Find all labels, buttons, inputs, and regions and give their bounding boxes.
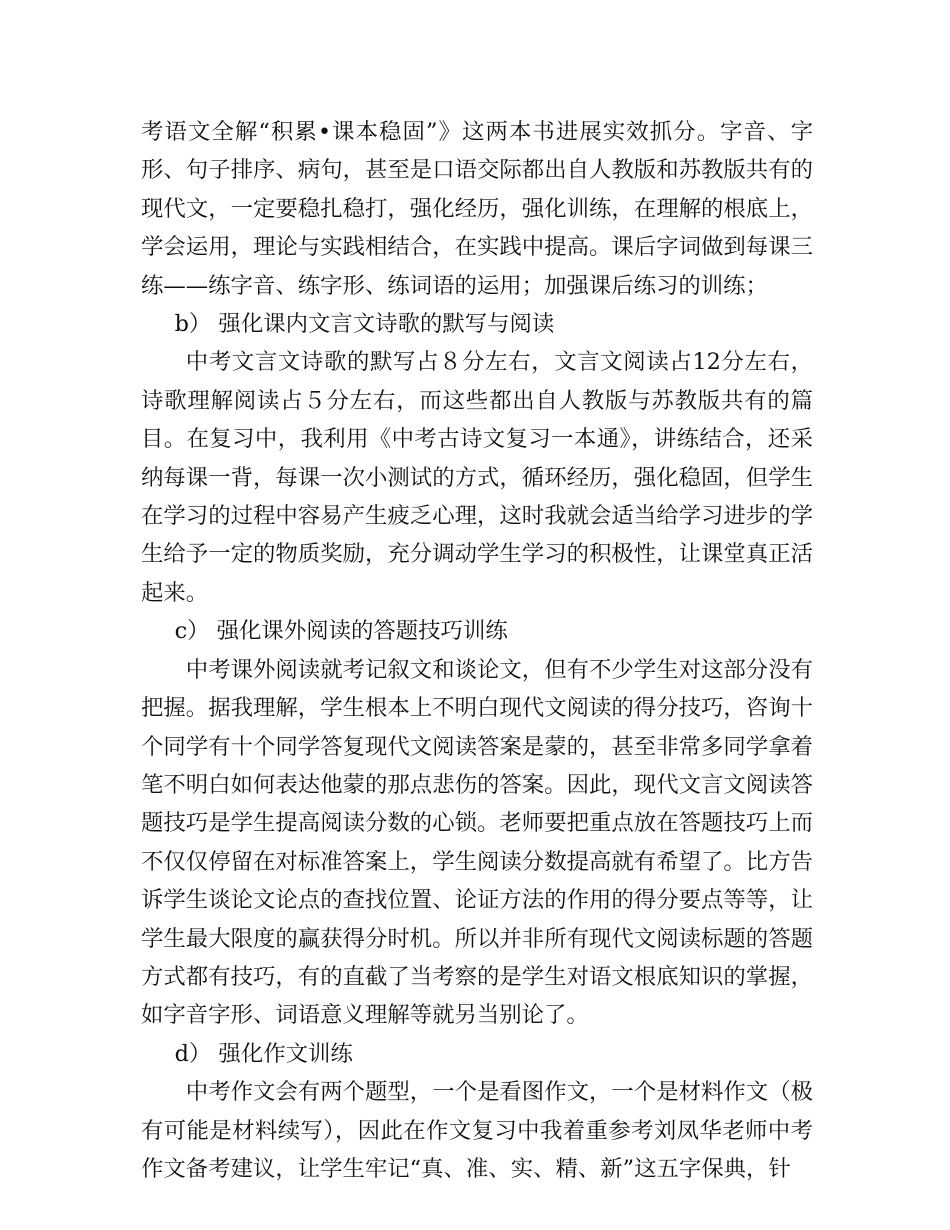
section-heading-c: c） 强化课外阅读的答题技巧训练 — [174, 618, 508, 645]
paragraph-section-d: 中考作文会有两个题型，一个是看图作文，一个是材料作文（极有可能是材料续写），因此在作文复习中我着重参考刘凤华老师中考作文备考建议，让学生牢记“真、准、实、精、新”这五字保典，针 — [141, 1079, 813, 1182]
paragraph-intro-continued: 考语文全解“积累•课本稳固”》这两本书进展实效抓分。字音、字形、句子排序、病句，甚至是口语交际都出自人教版和苏教版共有的现代文，一定要稳扎稳打，强化经历，强化训练，在理解的根底上，学会运用，理论与实践相结合，在实践中提高。课后字词做到每课三练——练字音、练字形、练词语的运用；加强课后练习的训练； — [141, 119, 813, 299]
paragraph-section-b: 中考文言文诗歌的默写占８分左右，文言文阅读占12分左右，诗歌理解阅读占５分左右，而这些都出自人教版与苏教版共有的篇目。在复习中，我利用《中考古诗文复习一本通》，讲练结合，还采纳每课一背，每课一次小测试的方式，循环经历，强化稳固，但学生在学习的过程中容易产生疲乏心理，这时我就会适当给学习进步的学生给予一定的物质奖励，充分调动学生学习的积极性，让课堂真正活起来。 — [141, 349, 813, 606]
paragraph-section-c: 中考课外阅读就考记叙文和谈论文，但有不少学生对这部分没有把握。据我理解，学生根本上不明白现代文阅读的得分技巧，咨询十个同学有十个同学答复现代文阅读答案是蒙的，甚至非常多同学拿着笔不明白如何表达他蒙的那点悲伤的答案。因此，现代文言文阅读答题技巧是学生提高阅读分数的心锁。老师要把重点放在答题技巧上而不仅仅停留在对标准答案上，学生阅读分数提高就有希望了。比方告诉学生谈论文论点的查找位置、论证方法的作用的得分要点等等，让学生最大限度的赢获得分时机。所以并非所有现代文阅读标题的答题方式都有技巧，有的直截了当考察的是学生对语文根底知识的掌握，如字音字形、词语意义理解等就另当别论了。 — [141, 656, 813, 1029]
section-heading-d: d） 强化作文训练 — [174, 1040, 353, 1067]
section-heading-b: b） 强化课内文言文诗歌的默写与阅读 — [174, 311, 555, 338]
document-body — [141, 113, 813, 1188]
